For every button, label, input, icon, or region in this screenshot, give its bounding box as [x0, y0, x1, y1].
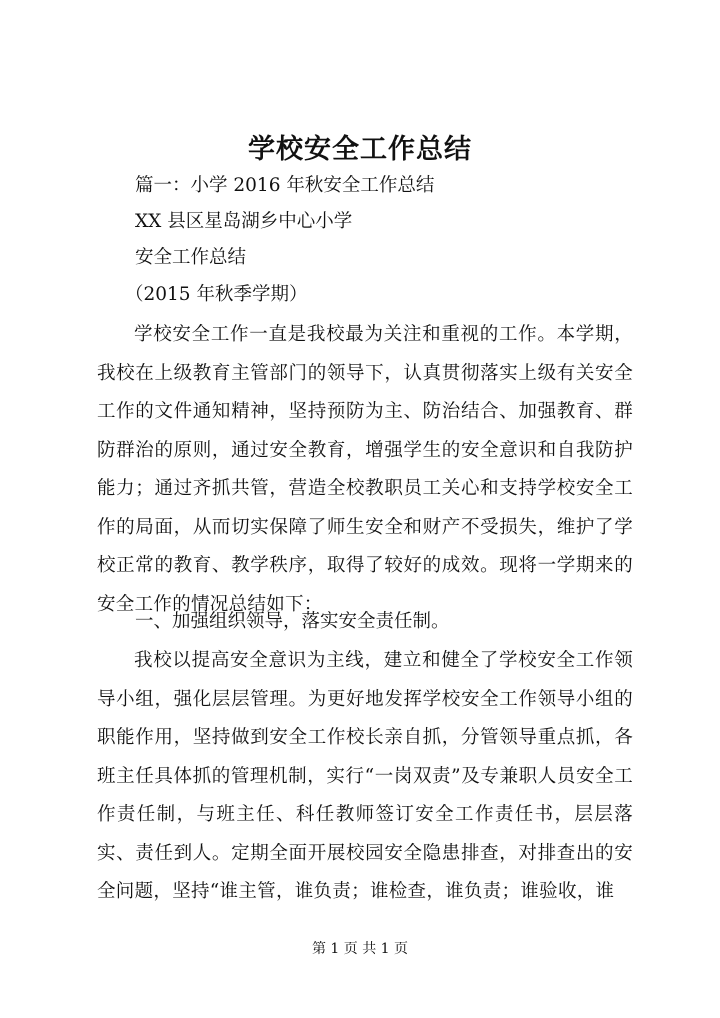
paragraph-2: 我校以提高安全意识为主线，建立和健全了学校安全工作领导小组，强化层层管理。为更好地发挥学校安全工作领导小组的职能作用，坚持做到安全工作校长亲自抓，分管领导重点抓，各班主任具体抓的管理机制，实行“一岗双责”及专兼职人员安全工作责任制，与班主任、科任教师签订安全工作责任书，层层落实、责任到人。定期全面开展校园安全隐患排查，对排查出的安全问题，坚持“谁主管，谁负责；谁检查，谁负责；谁验收，谁: [97, 650, 633, 902]
page-footer: 第 1 页 共 1 页: [311, 941, 409, 957]
paragraph-intro: [97, 316, 633, 624]
document-subtitle: 篇一：小学 2016 年秋安全工作总结: [135, 175, 435, 196]
doc-name: 安全工作总结: [135, 247, 247, 268]
term-label: （2015 年秋季学期）: [125, 284, 308, 305]
section-heading-1: 一、加强组织领导，落实安全责任制。: [135, 611, 450, 632]
school-name: XX 县区星岛湖乡中心小学: [135, 211, 353, 232]
paragraph-1: 学校安全工作一直是我校最为关注和重视的工作。本学期，我校在上级教育主管部门的领导下，认真贯彻落实上级有关安全工作的文件通知精神，坚持预防为主、防治结合、加强教育、群防群治的原则，通过安全教育，增强学生的安全意识和自我防护能力；通过齐抓共管，营造全校教职员工关心和支持学校安全工作的局面，从而切实保障了师生安全和财产不受损失，维护了学校正常的教育、教学秩序，取得了较好的成效。现将一学期来的安全工作的情况总结如下：: [97, 324, 633, 615]
document-title: 学校安全工作总结: [248, 134, 472, 165]
paragraph-section-1: [97, 642, 633, 912]
